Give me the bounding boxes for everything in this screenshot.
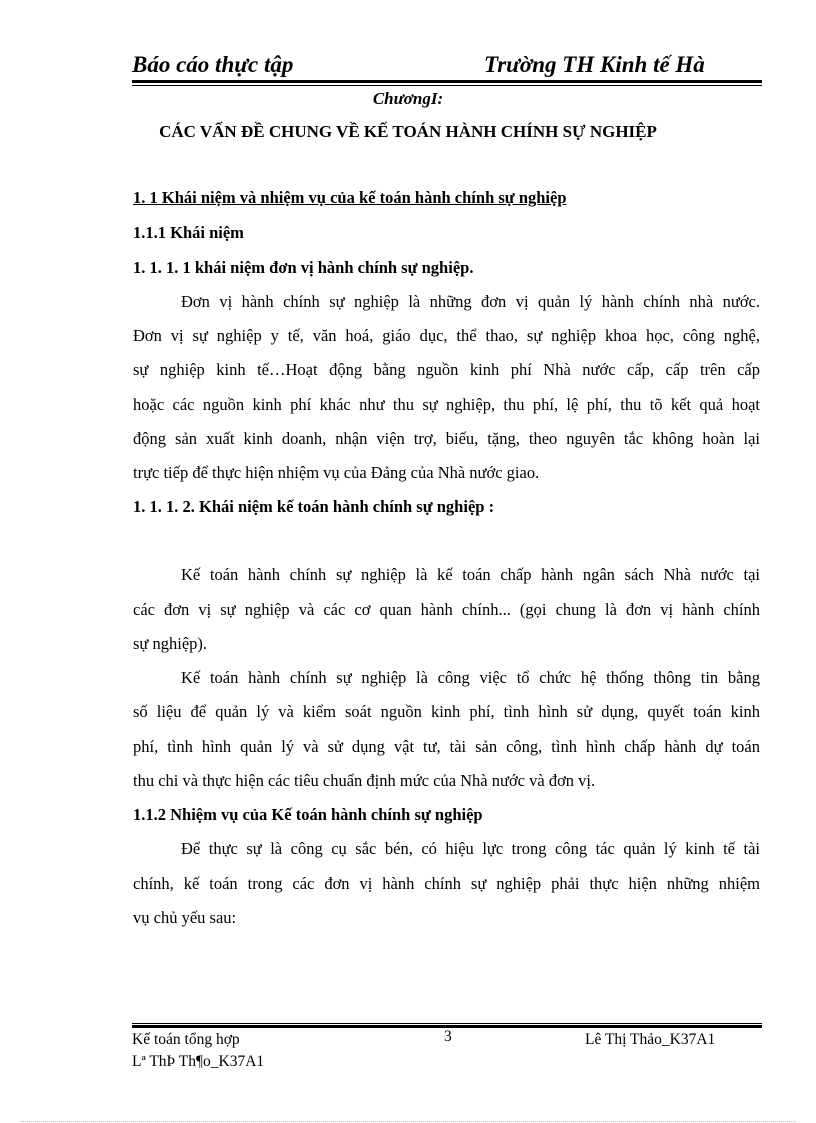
footer-left-subject: Kế toán tổng hợp [132, 1031, 240, 1048]
chapter-title: CÁC VẤN ĐỀ CHUNG VỀ KẾ TOÁN HÀNH CHÍNH SỰ NGHIỆP [159, 122, 657, 141]
paragraph-3-line: số liệu để quản lý và kiểm soát nguồn kinh phí, tình hình sử dụng, quyết toán kinh [133, 702, 760, 721]
paragraph-3-line: Kế toán hành chính sự nghiệp là công việc tổ chức hệ thống thông tin bằng [181, 668, 760, 687]
section-heading-1-1-1-2: 1. 1. 1. 2. Khái niệm kế toán hành chính sự nghiệp : [133, 497, 495, 516]
header-right-title: Trường TH Kinh tế Hà [484, 52, 705, 77]
paragraph-4-line: vụ chủ yếu sau: [133, 908, 237, 927]
paragraph-1-line: Đơn vị hành chính sự nghiệp là những đơn vị quản lý hành chính nhà nước. [181, 292, 760, 311]
paragraph-1-line: sự nghiệp kinh tế…Hoạt động bằng nguồn kinh phí Nhà nước cấp, cấp trên cấp [133, 360, 760, 379]
paragraph-4-line: Để thực sự là công cụ sắc bén, có hiệu lực trong công tác quản lý kinh tế tài [181, 839, 760, 858]
paragraph-1-line: động sản xuất kinh doanh, nhận viện trợ, biếu, tặng, theo nguyên tắc không hoàn lại [133, 429, 760, 448]
paragraph-1-line: Đơn vị sự nghiệp y tế, văn hoá, giáo dục, thể thao, sự nghiệp khoa học, công nghệ, [133, 326, 760, 345]
paragraph-4-line: chính, kế toán trong các đơn vị hành chính sự nghiệp phải thực hiện những nhiệm [133, 874, 760, 893]
footer-page-number: 3 [444, 1028, 452, 1045]
header-rule-thin [132, 85, 762, 86]
section-heading-1-1: 1. 1 Khái niệm và nhiệm vụ của kế toán hành chính sự nghiệp [133, 188, 567, 207]
paragraph-3-line: thu chi và thực hiện các tiêu chuẩn định mức của Nhà nước và đơn vị. [133, 771, 596, 790]
footer-left-author-legacy: Lª ThÞ Th¶o_K37A1 [132, 1053, 265, 1070]
section-heading-1-1-1: 1.1.1 Khái niệm [133, 223, 244, 242]
paragraph-2-line: sự nghiệp). [133, 634, 208, 653]
header-rule [132, 80, 762, 83]
section-heading-1-1-2: 1.1.2 Nhiệm vụ của Kế toán hành chính sự nghiệp [133, 805, 483, 824]
chapter-label: ChươngI: [372, 89, 444, 108]
paragraph-2-line: các đơn vị sự nghiệp và các cơ quan hành chính... (gọi chung là đơn vị hành chính [133, 600, 760, 619]
section-heading-1-1-1-1: 1. 1. 1. 1 khái niệm đơn vị hành chính sự nghiệp. [133, 258, 474, 277]
header-left-title: Báo cáo thực tập [132, 52, 294, 77]
footer-right-author: Lê Thị Thảo_K37A1 [585, 1031, 716, 1048]
paragraph-1-line: hoặc các nguồn kinh phí khác như thu sự nghiệp, thu phí, lệ phí, thu tõ kết quả hoạt [133, 395, 760, 414]
paragraph-3-line: phí, tình hình quản lý và sử dụng vật tư, tài sản công, tình hình chấp hành dự toán [133, 737, 760, 756]
page-bottom-dotted-edge [20, 1121, 796, 1122]
paragraph-2-line: Kế toán hành chính sự nghiệp là kế toán chấp hành ngân sách Nhà nước tại [181, 565, 760, 584]
paragraph-1-line: trực tiếp để thực hiện nhiệm vụ của Đảng của Nhà nước giao. [133, 463, 540, 482]
footer-rule-thin [132, 1023, 762, 1024]
